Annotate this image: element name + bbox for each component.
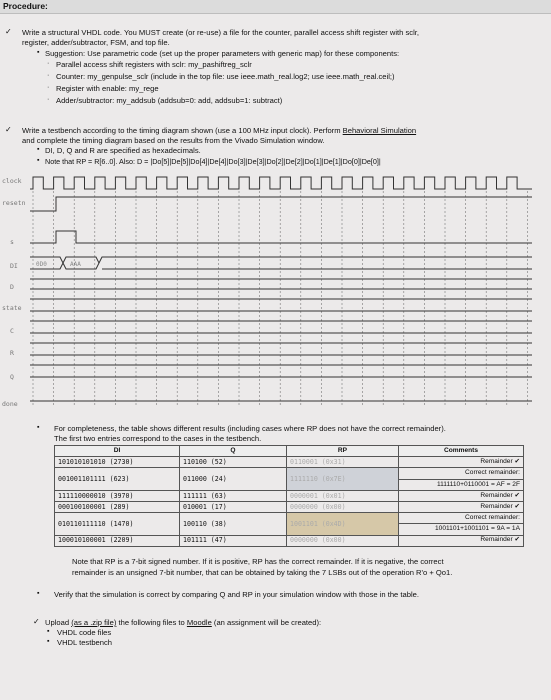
cell-comment: Correct remainder: xyxy=(399,468,524,479)
table-row xyxy=(55,457,524,468)
cell-di: 101010101010 (2730) xyxy=(55,457,180,468)
item1-text-cont: register, adder/subtractor, FSM, and top file. xyxy=(22,38,170,47)
item1-text: Write a structural VHDL code. You MUST create (or re-use) a file for the counter, parallel access shift register with sclr, xyxy=(22,28,420,37)
zip-file-link[interactable]: (as a .zip file) xyxy=(71,618,117,627)
checkmark-icon: ✓ xyxy=(5,125,12,134)
item2-text-cont: and complete the timing diagram based on the results from the Vivado Simulation window. xyxy=(22,136,325,145)
rp-note: Note that RP = R[6..0]. Also: D = |Do[5]|De[5]|Do[4]|De[4]|Do[3]|De[3]|Do[2]|De[2]|Do[1]|De[1]|Do[0]|De[0]| xyxy=(45,157,381,166)
upload-prefix: Upload xyxy=(45,618,70,627)
bullet-icon: · xyxy=(47,84,50,91)
bullet-icon: · xyxy=(47,96,50,103)
signal-label-di: DI xyxy=(10,262,18,270)
checkmark-icon: ✓ xyxy=(5,27,12,36)
cell-comment: 1111110+0110001 = AF = 2F xyxy=(399,479,524,490)
behavioral-simulation-link[interactable]: Behavioral Simulation xyxy=(342,126,417,135)
di-value-1: AAA xyxy=(70,261,81,268)
cell-q: 111111 (63) xyxy=(180,490,287,501)
hex-note: DI, D, Q and R are specified as hexadecimals. xyxy=(45,146,201,155)
timing-grid xyxy=(33,191,527,405)
bullet-icon: ▪ xyxy=(37,157,40,164)
bullet-icon: ▪ xyxy=(37,590,40,597)
results-table xyxy=(54,445,524,547)
state-bus xyxy=(30,299,532,311)
procedure-title: Procedure: xyxy=(3,1,48,11)
col-header-comments: Comments xyxy=(399,446,524,457)
col-header-q: Q xyxy=(180,446,287,457)
rp-signed-note: Note that RP is a 7-bit signed number. If it is positive, RP has the correct remainder. If it is negative, the correct xyxy=(72,557,444,566)
sub-addsub: Adder/subtractor: my_addsub (addsub=0: add, addsub=1: subtract) xyxy=(56,96,283,105)
cell-q: 101111 (47) xyxy=(180,535,287,546)
cell-comment: Remainder ✔ xyxy=(399,501,524,512)
signal-label-q: Q xyxy=(10,373,14,381)
moodle-link[interactable]: Moodle xyxy=(186,618,212,627)
cell-di: 010110111110 (1470) xyxy=(55,513,180,535)
bullet-icon: · xyxy=(47,60,50,67)
table-intro-2: The first two entries correspond to the cases in the testbench. xyxy=(54,434,262,443)
di-bus xyxy=(30,257,532,269)
upload-item-vhdl-code: VHDL code files xyxy=(57,628,112,637)
upload-suffix: (an assignment will be created): xyxy=(213,618,322,627)
bullet-icon: ▪ xyxy=(37,49,40,56)
bullet-icon: ▪ xyxy=(37,424,40,431)
cell-di: 000100100001 (289) xyxy=(55,501,180,512)
sub-pashiftreg: Parallel access shift registers with sclr: my_pashiftreg_sclr xyxy=(56,60,252,69)
upload-middle: the following files to xyxy=(118,618,185,627)
cell-di: 111110000010 (3970) xyxy=(55,490,180,501)
signal-label-state: state xyxy=(2,304,22,312)
cell-q: 011000 (24) xyxy=(180,468,287,490)
cell-rp: 1111110 (0x7E) xyxy=(287,468,399,490)
signal-label-clock: clock xyxy=(2,177,22,185)
procedure-header xyxy=(0,0,551,14)
cell-q: 100110 (38) xyxy=(180,513,287,535)
col-header-di: DI xyxy=(55,446,180,457)
signal-label-s: s xyxy=(10,238,14,246)
signal-label-c: C xyxy=(10,327,14,335)
table-intro: For completeness, the table shows different results (including cases where RP does not have the correct remainder). xyxy=(54,424,446,433)
bullet-icon: · xyxy=(47,72,50,79)
q-bus xyxy=(30,365,532,377)
bullet-icon: ▪ xyxy=(47,638,50,645)
cell-rp: 0000000 (0x00) xyxy=(287,501,399,512)
signal-label-resetn: resetn xyxy=(2,199,26,207)
cell-comment: 1001101+1001101 = 9A = 1A xyxy=(399,524,524,535)
suggestion-text: Suggestion: Use parametric code (set up the proper parameters with generic map) for these components: xyxy=(45,49,400,58)
cell-rp: 0110001 (0x31) xyxy=(287,457,399,468)
cell-rp: 1001101 (0x4D) xyxy=(287,513,399,535)
signal-label-done: done xyxy=(2,400,18,408)
resetn-waveform xyxy=(30,197,532,211)
cell-comment: Correct remainder: xyxy=(399,513,524,524)
rp-signed-note-2: remainder is an unsigned 7-bit number, that can be obtained by taking the 7 LSBs out of the operation R'o + Qo1. xyxy=(72,568,453,577)
table-row xyxy=(55,468,524,479)
bullet-icon: ▪ xyxy=(47,628,50,635)
di-value-0: 0D0 xyxy=(36,261,47,268)
checkmark-icon: ✓ xyxy=(33,617,40,626)
item2-text xyxy=(22,126,416,135)
cell-comment: Remainder ✔ xyxy=(399,457,524,468)
r-bus xyxy=(30,343,532,355)
signal-label-d: D xyxy=(10,283,14,291)
table-row xyxy=(55,513,524,524)
c-bus xyxy=(30,321,532,333)
cell-di: 001001101111 (623) xyxy=(55,468,180,490)
cell-comment: Remainder ✔ xyxy=(399,535,524,546)
item2-text-main: Write a testbench according to the timing diagram shown (use a 100 MHz input clock). Perform xyxy=(22,126,341,135)
table-row xyxy=(55,535,524,546)
bullet-icon: ▪ xyxy=(37,146,40,153)
table-row xyxy=(55,490,524,501)
cell-di: 100010100001 (2209) xyxy=(55,535,180,546)
sub-counter: Counter: my_genpulse_sclr (include in the top file: use ieee.math_real.log2; use ieee.math_real.ceil;) xyxy=(56,72,395,81)
d-bus xyxy=(30,279,532,289)
upload-text xyxy=(45,618,321,627)
cell-rp: 0000001 (0x01) xyxy=(287,490,399,501)
clock-edges xyxy=(30,177,532,189)
table-row xyxy=(55,501,524,512)
s-waveform xyxy=(30,231,532,243)
timing-diagram xyxy=(0,165,551,415)
table-header-row xyxy=(55,446,524,457)
cell-comment: Remainder ✔ xyxy=(399,490,524,501)
sub-register: Register with enable: my_rege xyxy=(56,84,159,93)
clock-waveform xyxy=(30,177,532,189)
cell-q: 110100 (52) xyxy=(180,457,287,468)
cell-q: 010001 (17) xyxy=(180,501,287,512)
signal-label-r: R xyxy=(10,349,14,357)
col-header-rp: RP xyxy=(287,446,399,457)
upload-item-testbench: VHDL testbench xyxy=(57,638,113,647)
verify-text: Verify that the simulation is correct by comparing Q and RP in your simulation window with those in the table. xyxy=(54,590,419,599)
cell-rp: 0000000 (0x00) xyxy=(287,535,399,546)
